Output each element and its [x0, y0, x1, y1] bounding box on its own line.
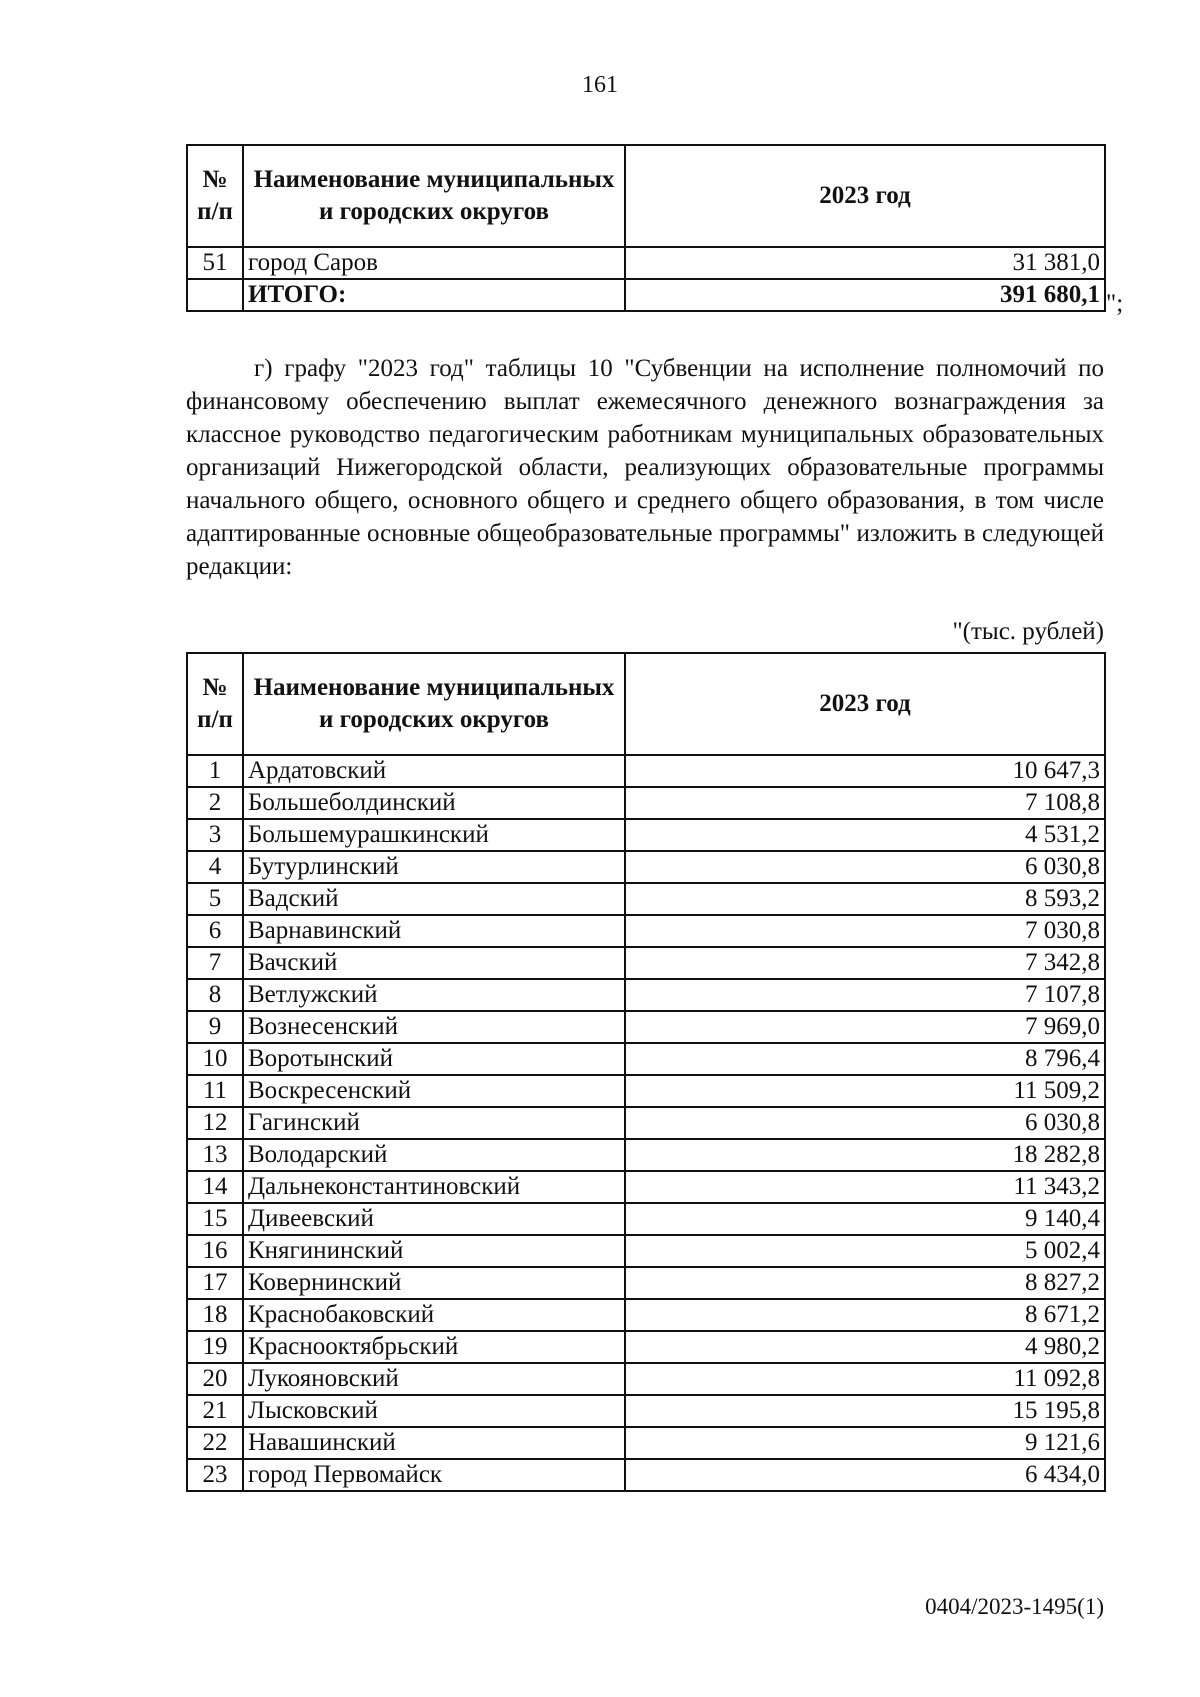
document-code: 0404/2023-1495(1) — [925, 1594, 1104, 1619]
row-number: 10 — [187, 1043, 243, 1075]
table-row — [187, 1395, 1105, 1427]
row-number: 9 — [187, 1011, 243, 1043]
row-district-name: Краснооктябрьский — [243, 1331, 625, 1363]
row-district-name: Вачский — [243, 947, 625, 979]
table-row — [187, 1011, 1105, 1043]
page-number: 161 — [582, 72, 618, 98]
row-number: 16 — [187, 1235, 243, 1267]
row-district-name: Лукояновский — [243, 1363, 625, 1395]
row-district-name: Гагинский — [243, 1107, 625, 1139]
table-row — [187, 1459, 1105, 1491]
total-label: ИТОГО: — [243, 279, 625, 311]
total-number-empty — [187, 279, 243, 311]
units-label: "(тыс. рублей) — [952, 618, 1104, 645]
table-row — [187, 1331, 1105, 1363]
row-number: 4 — [187, 851, 243, 883]
table-row — [187, 755, 1105, 787]
table2-body — [187, 755, 1105, 1491]
header-year: 2023 год — [625, 653, 1105, 755]
table-row — [187, 1363, 1105, 1395]
row-value: 7 107,8 — [625, 979, 1105, 1011]
row-district-name: Ковернинский — [243, 1267, 625, 1299]
row-value: 8 796,4 — [625, 1043, 1105, 1075]
row-value: 15 195,8 — [625, 1395, 1105, 1427]
table-row — [187, 247, 1105, 279]
table-header-row — [187, 145, 1105, 247]
row-district-name: город Первомайск — [243, 1459, 625, 1491]
table-row — [187, 979, 1105, 1011]
table-row — [187, 1299, 1105, 1331]
row-district-name: Володарский — [243, 1139, 625, 1171]
table-row — [187, 947, 1105, 979]
table-row — [187, 1171, 1105, 1203]
row-number: 21 — [187, 1395, 243, 1427]
header-district-name: Наименование муниципальных и городских округов — [243, 145, 625, 247]
table-row — [187, 1043, 1105, 1075]
row-value: 8 827,2 — [625, 1267, 1105, 1299]
table-row — [187, 819, 1105, 851]
table-row — [187, 1235, 1105, 1267]
row-value: 4 531,2 — [625, 819, 1105, 851]
table-row — [187, 1107, 1105, 1139]
row-number: 3 — [187, 819, 243, 851]
table-row — [187, 1203, 1105, 1235]
row-value: 6 434,0 — [625, 1459, 1105, 1491]
row-value: 5 002,4 — [625, 1235, 1105, 1267]
row-value: 7 030,8 — [625, 915, 1105, 947]
row-district-name: Ветлужский — [243, 979, 625, 1011]
row-number: 15 — [187, 1203, 243, 1235]
row-number: 8 — [187, 979, 243, 1011]
row-value: 9 140,4 — [625, 1203, 1105, 1235]
closing-quote: "; — [1106, 290, 1124, 317]
total-value: 391 680,1 — [625, 279, 1105, 311]
row-district-name: Княгининский — [243, 1235, 625, 1267]
row-number: 11 — [187, 1075, 243, 1107]
table-row — [187, 851, 1105, 883]
row-number: 14 — [187, 1171, 243, 1203]
row-district-name: Дальнеконстантиновский — [243, 1171, 625, 1203]
row-number: 18 — [187, 1299, 243, 1331]
row-value: 8 593,2 — [625, 883, 1105, 915]
table-row — [187, 915, 1105, 947]
table-row — [187, 1427, 1105, 1459]
row-district-name: Лысковский — [243, 1395, 625, 1427]
table-row — [187, 1139, 1105, 1171]
row-district-name: Навашинский — [243, 1427, 625, 1459]
row-number: 7 — [187, 947, 243, 979]
row-number: 13 — [187, 1139, 243, 1171]
row-value: 6 030,8 — [625, 1107, 1105, 1139]
row-district-name: Бутурлинский — [243, 851, 625, 883]
row-number: 23 — [187, 1459, 243, 1491]
row-value: 4 980,2 — [625, 1331, 1105, 1363]
row-district-name: Большеболдинский — [243, 787, 625, 819]
row-value: 31 381,0 — [625, 247, 1105, 279]
row-number: 51 — [187, 247, 243, 279]
table-header-row — [187, 653, 1105, 755]
row-number: 6 — [187, 915, 243, 947]
row-value: 10 647,3 — [625, 755, 1105, 787]
row-number: 20 — [187, 1363, 243, 1395]
row-district-name: Воротынский — [243, 1043, 625, 1075]
table-row — [187, 787, 1105, 819]
table-row — [187, 1267, 1105, 1299]
table-row — [187, 883, 1105, 915]
row-value: 8 671,2 — [625, 1299, 1105, 1331]
row-number: 22 — [187, 1427, 243, 1459]
row-district-name: Дивеевский — [243, 1203, 625, 1235]
header-year: 2023 год — [625, 145, 1105, 247]
header-district-name: Наименование муниципальных и городских округов — [243, 653, 625, 755]
row-district-name: Большемурашкинский — [243, 819, 625, 851]
row-number: 19 — [187, 1331, 243, 1363]
amendment-paragraph: г) графу "2023 год" таблицы 10 "Субвенции на исполнение полномочий по финансовому обеспечению выплат ежемесячного денежного вознаграждения за классное руководство педагогическим работникам муниципальных образовательных организаций Нижегородской области, реализующих образовательные программы начального общего, основного общего и среднего общего образования, в том числе адаптированные основные общеобразовательные программы" изложить в следующей редакции: — [186, 355, 1104, 580]
row-number: 17 — [187, 1267, 243, 1299]
header-number: № п/п — [187, 653, 243, 755]
row-district-name: Ардатовский — [243, 755, 625, 787]
total-row — [187, 279, 1105, 311]
row-district-name: город Саров — [243, 247, 625, 279]
row-number: 2 — [187, 787, 243, 819]
table-row — [187, 1075, 1105, 1107]
row-district-name: Варнавинский — [243, 915, 625, 947]
row-district-name: Краснобаковский — [243, 1299, 625, 1331]
row-value: 7 342,8 — [625, 947, 1105, 979]
row-number: 1 — [187, 755, 243, 787]
row-value: 11 092,8 — [625, 1363, 1105, 1395]
row-value: 6 030,8 — [625, 851, 1105, 883]
row-value: 11 509,2 — [625, 1075, 1105, 1107]
row-district-name: Вознесенский — [243, 1011, 625, 1043]
row-value: 9 121,6 — [625, 1427, 1105, 1459]
row-district-name: Вадский — [243, 883, 625, 915]
row-value: 11 343,2 — [625, 1171, 1105, 1203]
header-number: № п/п — [187, 145, 243, 247]
row-value: 7 108,8 — [625, 787, 1105, 819]
row-number: 5 — [187, 883, 243, 915]
row-district-name: Воскресенский — [243, 1075, 625, 1107]
row-value: 7 969,0 — [625, 1011, 1105, 1043]
allocation-table-continued — [186, 144, 1106, 312]
subvention-table-10 — [186, 652, 1106, 1492]
row-number: 12 — [187, 1107, 243, 1139]
row-value: 18 282,8 — [625, 1139, 1105, 1171]
